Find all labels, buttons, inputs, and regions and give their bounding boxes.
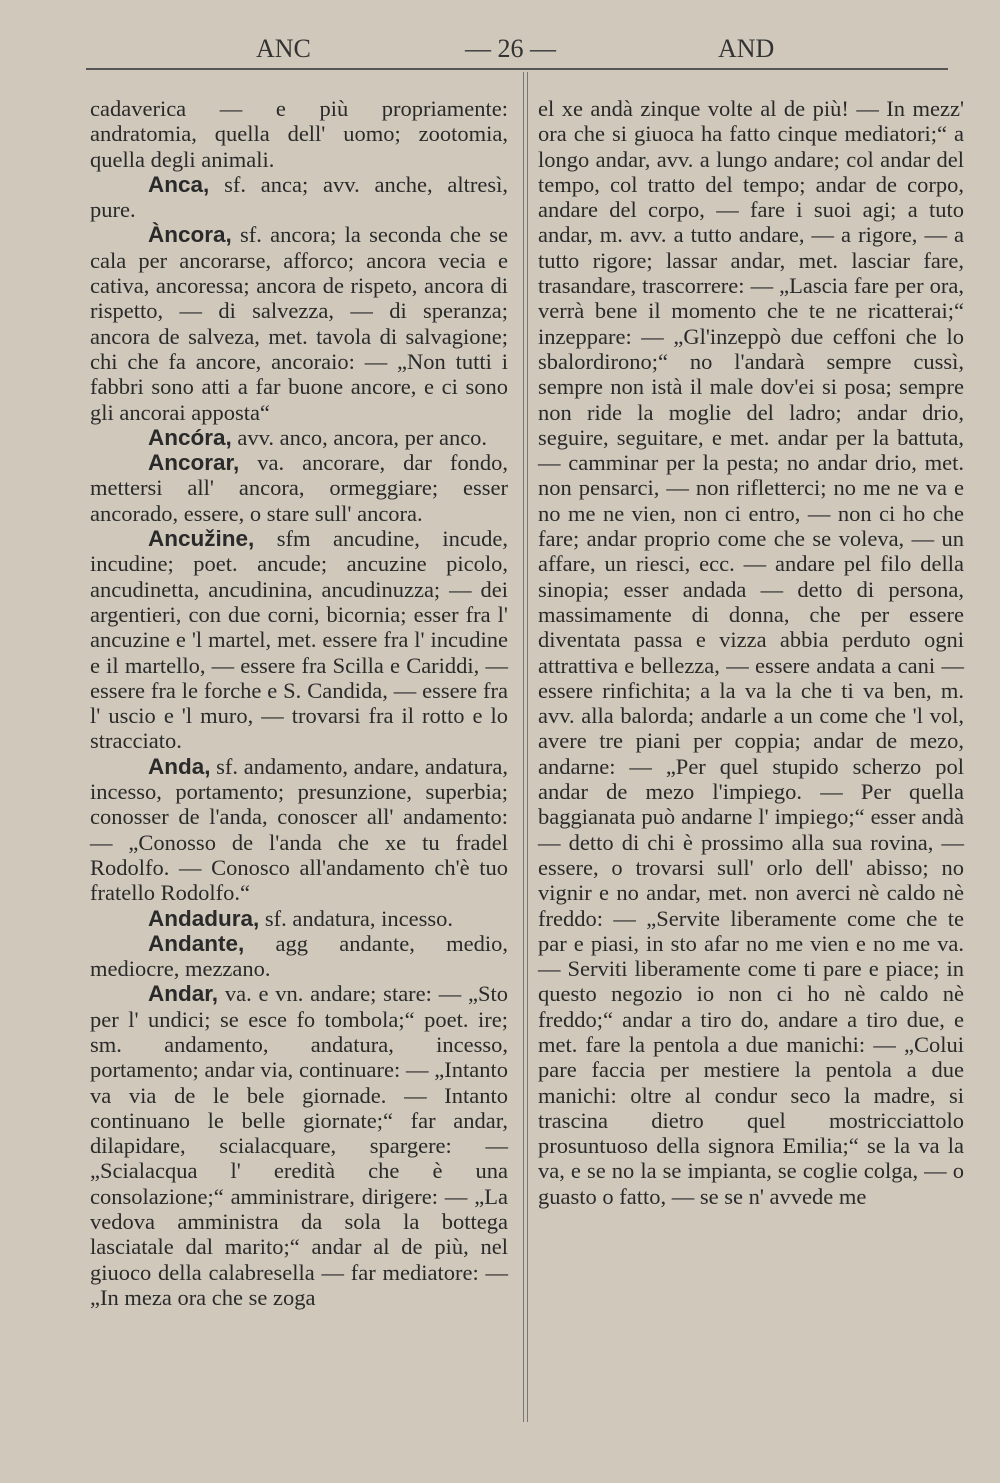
entry	[90, 222, 508, 424]
headword: Anda,	[148, 753, 211, 779]
right-column	[538, 96, 964, 1209]
entry	[90, 526, 508, 754]
definition: sf. andatura, incesso.	[264, 905, 453, 931]
entry	[90, 981, 508, 1310]
running-header	[0, 34, 1000, 68]
entry	[90, 450, 508, 526]
definition: va. ancorare, dar fondo, mettersi all' ancora, ormeggiare; esser ancorado, essere, o stare sull' ancora.	[90, 450, 508, 526]
entry	[90, 425, 508, 450]
definition: agg andante, medio, mediocre, mezzano.	[90, 930, 508, 982]
headword: Ancužine,	[148, 526, 255, 552]
entry	[90, 754, 508, 906]
header-left: ANC	[256, 34, 311, 63]
definition: va. e vn. andare; stare: — „Sto per l' undici; se esce fo tombola;“ poet. ire; sm. andamento, andatura, incesso, portamento; andar via, continuare: — „Intanto va via de le bele giornade. — Intanto continuano le belle giornate;“ far andar, dilapidare, scialacquare, spargere: — „Scialacqua l' eredità che è una consolazione;“ amministrare, dirigere: — „La vedova amministra da sola la bottega lasciatale dal marito;“ andar al de più, nel giuoco della calabresella — far mediatore: — „In meza ora che se zoga	[90, 981, 508, 1310]
entry	[90, 172, 508, 223]
entry	[90, 931, 508, 982]
left-column	[90, 96, 508, 1310]
headword: Àncora,	[148, 222, 232, 248]
headword: Ancorar,	[148, 450, 240, 476]
column-divider	[523, 72, 524, 1422]
entry-continuation: el xe andà zinque volte al de più! — In mezz' ora che si giuoca ha fatto cinque mediatori;“ a longo andar, avv. a lungo andare; col andar del tempo, col tratto del tempo; andar de corpo, andare del corpo, — fare i suoi agi; a tuto andar, m. avv. a tutto andare, — a rigore, — a tutto rigore; lassar andar, met. lasciar fare, trasandare, trascorrere: — „Lascia fare per ora, verrà bene il momento che te ne ricatterai;“ inzeppare: — „Gl'inzeppò due ceffoni che lo sbalordirono;“ no l'andarà sempre cussì, sempre non istà il male dov'ei si posa; sempre non ride la moglie del ladro; andar drio, seguire, seguitare, e met. andar per la battuta, — camminar per la pesta; no andar drio, met. non pensarci, — non rifletterci; no me ne va e no me ne vien, non ci entro, — non ci ho che fare; andar proprio come che se voleva, — un affare, un riesci, ecc. — andare pel filo della sinopia; esser andada — detto di persona, massimamente di donna, che per essere diventata passa e vizza abbia perduto ogni attrattiva e bellezza, — essere andata a cani — essere rinfichita; a la va la che ti va ben, m. avv. alla balorda; andarle a un come che 'l vol, avere tre piani per coppia; andar de mezo, andarne: — „Per quel stupido scherzo pol andar de mezo l'impiego. — Per quella baggianata può andarne l' impiego;“ esser andà — detto di chi è prossimo alla sua rovina, — essere, o trovarsi sull' orlo dell' abisso; no vignir e no andar, met. non averci nè caldo nè freddo: — „Servite liberamente come che te par e piasi, in sto afar no me vien e no me va. — Serviti liberamente come ti pare e piace; in questo negozio io non ci ho nè caldo nè freddo;“ andar a tiro do, andare a tiro due, e met. fare la pentola a due manichi: — „Colui pare faccia per mestiere la pentola a due manichi: oltre al condur seco la madre, si trascina dietro quel mostricciattolo prosuntuoso della signora Emilia;“ se la va la va, e se no la se impianta, se coglie colga, — o guasto o fatto, — se se n' avvede me	[538, 96, 964, 1209]
definition: sf. andamento, andare, andatura, incesso, portamento; presunzione, superbia; conosser de l'anda, conoscer all' andamento: — „Conosso de l'anda che xe tu fradel Rodolfo. — Conosco all'andamento ch'è tuo fratello Rodolfo.“	[90, 753, 508, 906]
definition: sfm ancudine, incude, incudine; poet. ancude; ancuzine picolo, ancudinetta, ancudinina, ancudinuzza; — dei argentieri, con due corni, bicornia; esser fra l' ancuzine e 'l martel, met. essere fra l' incudine e il martello, — essere fra Scilla e Cariddi, — essere fra le forche e S. Candida, — essere fra l' uscio e 'l muro, — trovarsi fra il rotto e lo stracciato.	[90, 526, 508, 754]
header-rule	[86, 68, 948, 70]
header-right: AND	[718, 34, 775, 63]
page-number: — 26 —	[465, 34, 556, 63]
column-divider	[527, 72, 528, 1422]
headword: Andar,	[148, 981, 219, 1007]
definition: sf. ancora; la seconda che se cala per ancorarse, afforco; ancora vecia e cativa, ancoressa; ancora de rispeto, ancora di rispetto, — di salvezza, — di speranza; ancora de salveza, met. tavola di salvagione; chi che fa ancore, ancoraio: — „Non tutti i fabbri sono atti a far buone ancore, e ci sono gli ancorai apposta“	[90, 222, 509, 425]
entry	[90, 906, 508, 931]
headword: Ancóra,	[148, 424, 232, 450]
entry-continuation: cadaverica — e più propriamente: andratomia, quella dell' uomo; zootomia, quella degli animali.	[90, 96, 508, 172]
headword: Andadura,	[148, 905, 260, 931]
definition: sf. anca; avv. anche, altresì, pure.	[90, 171, 509, 223]
definition: avv. anco, ancora, per anco.	[237, 424, 488, 450]
headword: Andante,	[148, 930, 245, 956]
headword: Anca,	[148, 171, 210, 197]
